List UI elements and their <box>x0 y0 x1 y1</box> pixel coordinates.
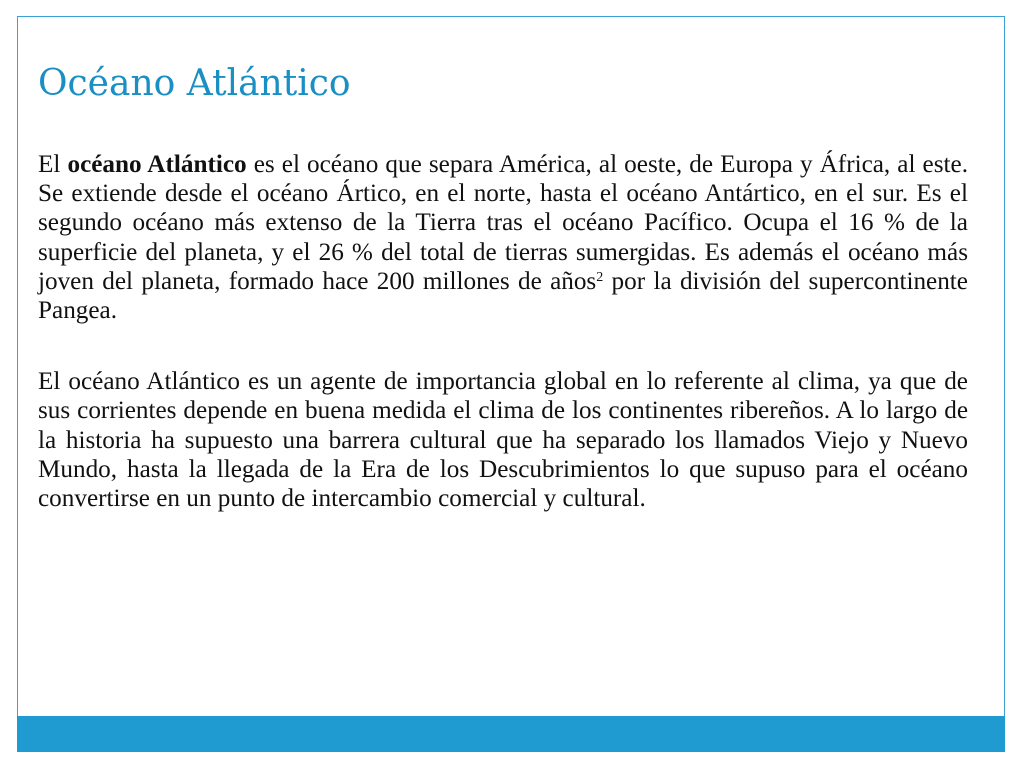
footnote-marker: 2 <box>596 269 604 285</box>
paragraph-1-lead: El <box>38 151 68 178</box>
footer-bar <box>17 716 1005 752</box>
slide-title: Océano Atlántico <box>38 63 351 104</box>
paragraph-1-tail: por la división del supercontinente Pangea. <box>38 267 968 325</box>
paragraph-2: El océano Atlántico es un agente de importancia global en lo referente al clima, ya que de sus corrientes depende en buena medida el clima de los continentes ribereños. A lo largo de la historia ha supuesto una barrera cultural que ha separado los llamados Viejo y Nuevo Mundo, hasta la llegada de la Era de los Descubrimientos lo que supuso para el océano convertirse en un punto de intercambio comercial y cultural. <box>38 368 968 513</box>
paragraph-1-bold-term: océano Atlántico <box>67 151 247 178</box>
paragraph-1 <box>38 150 968 325</box>
paragraph-1-text: es el océano que separa América, al oeste, de Europa y África, al este. Se extiende desde el océano Ártico, en el norte, hasta el océano Antártico, en el sur. Es el segundo océano más extenso de la Tierra tras el océano Pacífico. Ocupa el 16 % de la superficie del planeta, y el 26 % del total de tierras sumergidas. Es además el océano más joven del planeta, formado hace 200 millones de años <box>38 151 969 295</box>
slide-body <box>38 150 968 555</box>
